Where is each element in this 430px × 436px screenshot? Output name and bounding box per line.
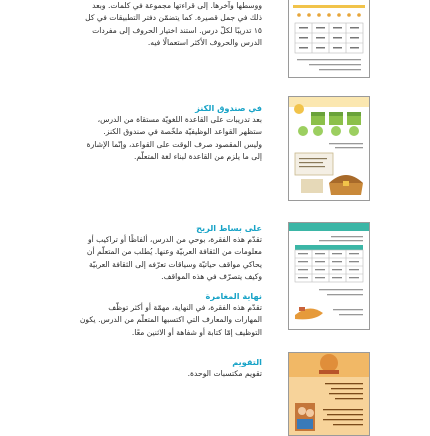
treasure-box-page-image: [289, 97, 369, 200]
flying-carpet-page-image: [289, 223, 369, 329]
workbook-page-image: [289, 0, 369, 77]
page-thumbnail-treasure-box: [288, 96, 370, 201]
section-title: على بساط الريح: [196, 223, 262, 233]
section-evaluation: [0, 356, 262, 380]
section-title: نهاية المغامرة: [205, 291, 262, 301]
section-line: يحاكي مواقف حياتيّة وسياقات تعرّفه إلى الثقافة العربيّة: [88, 259, 262, 269]
section-title: في صندوق الكنز: [195, 103, 262, 113]
intro-line: ذلك في جمل قصيرة. كما يتضمّن دفتر التطبيقات في كل: [85, 13, 262, 23]
section-line: بعد تدريبات على القاعدة اللغويّة مستقاة من الدرس،: [97, 115, 262, 124]
section-flying-carpet: [0, 222, 262, 283]
section-line: ستظهر القواعد الوظيفيّة ملخّصة في صندوق الكنز.: [103, 127, 262, 137]
intro-line: الدرس والحروف الأكثر استعمالًا فيه.: [147, 37, 262, 47]
section-line: معلومات من الثقافة العربيّة وعنها. يُطلب من المتعلّم أن: [86, 247, 262, 257]
section-line: تقدّم هذه الفقرة، في النهاية، مهمّة أو أكثر توظّف: [108, 303, 262, 312]
intro-paragraph: [0, 0, 262, 49]
section-line: وكيف يتصرّف في هذه المواقف.: [161, 271, 262, 281]
section-line: التوظيف إمّا كتابة أو شفاهة أو الاثنين معًا.: [131, 327, 262, 337]
section-adventure-end: [0, 290, 262, 339]
evaluation-page-image: [289, 353, 369, 435]
section-line: المهارات والمعارف التي اكتسبها المتعلّم من الدرس. يكون: [79, 315, 262, 325]
intro-line: ووسطها وآخرها. إلى قراءتها مجموعة في كلمات. وبعد: [92, 1, 262, 10]
intro-line: ١٥ تدريبًا لكلّ درس. استند اختيار الحروف إلى مفردات: [92, 25, 262, 35]
section-line: إلى ما يلزم من القاعدة لبناء لغة المتعلّم.: [133, 151, 262, 161]
section-treasure-box: [0, 102, 262, 163]
section-line: وليس المقصود صرف الوقت على القواعد، وإنّما الإشارة: [86, 139, 262, 149]
page-thumbnail-flying-carpet: [288, 222, 370, 330]
section-title: التقويم: [232, 357, 262, 367]
page-thumbnail-workbook: [288, 0, 370, 78]
section-line: تقدّم هذه الفقرة، بوحي من الدرس، ألفاظًا أو تراكيب أو: [87, 235, 262, 244]
section-line: تقويم مكتسبات الوحدة.: [187, 369, 262, 378]
page-thumbnail-evaluation: [288, 352, 370, 436]
